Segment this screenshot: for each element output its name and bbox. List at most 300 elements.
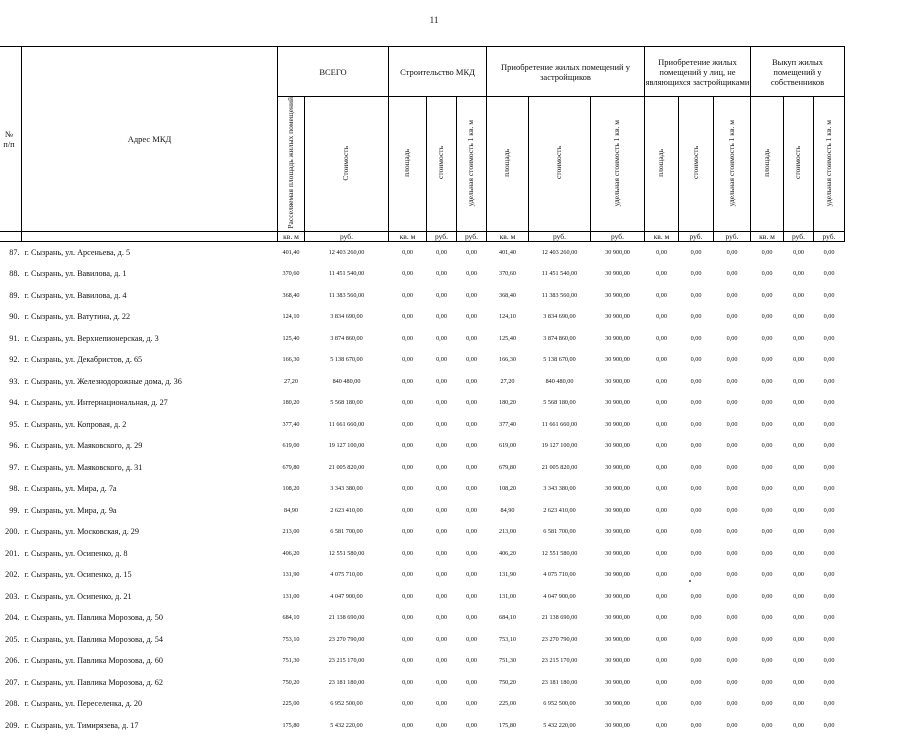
unit-cell: кв. м [278,231,305,241]
value-cell: 0,00 [793,700,804,708]
value-cell: 0,00 [656,657,667,665]
value-cell: 0,00 [466,248,477,256]
value-cell: 0,00 [466,528,477,536]
value-cell: 131,90 [498,571,516,579]
value-cell: 131,00 [498,592,516,600]
value-cell: 84,90 [284,506,298,514]
value-cell: 0,00 [761,356,773,364]
value-cell: 401,40 [282,248,300,256]
address-cell: г. Сызрань, ул. Павлика Морозова, д. 54 [24,634,163,644]
unit-cell: руб. [305,231,389,241]
row-number-cell: 95. [9,419,20,429]
value-cell: 0,00 [656,549,667,557]
value-cell: 0,00 [690,678,702,686]
header-col-unit-cost: удельная стоимость 1 кв. м [714,97,751,232]
value-cell: 0,00 [690,291,702,299]
address-cell: г. Сызрань, ул. Ватутина, д. 22 [24,312,131,322]
value-cell: 0,00 [436,270,447,278]
value-cell: 0,00 [761,657,773,665]
address-cell: г. Сызрань, ул. Осипенко, д. 21 [24,591,132,601]
table-row [0,435,845,457]
row-number-cell: 205. [5,634,20,644]
value-cell: 0,00 [402,313,413,321]
value-cell: 0,00 [466,291,477,299]
value-cell: 175,80 [282,721,300,729]
value-cell: 0,00 [402,334,413,342]
value-cell: 0,00 [402,399,413,407]
table-row [0,500,845,522]
row-number-cell: 203. [5,591,20,601]
value-cell: 370,60 [282,270,300,278]
value-cell: 0,00 [690,420,702,428]
value-cell: 368,40 [498,291,516,299]
address-cell: г. Сызрань, ул. Маяковского, д. 31 [24,462,143,472]
value-cell: 0,00 [466,721,477,729]
value-cell: 0,00 [726,592,738,600]
value-cell: 0,00 [726,571,738,579]
value-cell: 30 900,00 [605,528,630,536]
value-cell: 0,00 [402,721,413,729]
table-row [0,478,845,500]
value-cell: 0,00 [761,420,773,428]
value-cell: 108,20 [498,485,516,493]
value-cell: 0,00 [402,614,413,622]
value-cell: 753,10 [498,635,516,643]
header-col-cost: стоимость [679,97,714,232]
value-cell: 0,00 [793,313,804,321]
header-col-area: площадь [645,97,679,232]
value-cell: 3 343 380,00 [330,485,363,493]
value-cell: 0,00 [402,270,413,278]
value-cell: 124,10 [498,313,516,321]
value-cell: 0,00 [793,571,804,579]
value-cell: 21 138 690,00 [541,614,578,622]
value-cell: 0,00 [436,678,447,686]
table-row [0,521,845,543]
value-cell: 3 834 690,00 [543,313,576,321]
value-cell: 0,00 [436,463,447,471]
row-number-cell: 97. [9,462,20,472]
address-cell: г. Сызрань, ул. Декабристов, д. 65 [24,355,143,365]
value-cell: 0,00 [402,549,413,557]
value-cell: 180,20 [282,399,300,407]
value-cell: 0,00 [466,657,477,665]
value-cell: 0,00 [726,442,738,450]
value-cell: 377,40 [498,420,516,428]
value-cell: 0,00 [656,592,667,600]
value-cell: 0,00 [726,463,738,471]
value-cell: 0,00 [436,442,447,450]
value-cell: 370,60 [498,270,516,278]
value-cell: 0,00 [466,614,477,622]
value-cell: 12 403 260,00 [328,248,365,256]
value-cell: 0,00 [402,463,413,471]
value-cell: 5 138 670,00 [330,356,363,364]
value-cell: 0,00 [690,571,702,579]
value-cell: 0,00 [726,485,738,493]
value-cell: 5 568 180,00 [330,399,363,407]
row-number-cell: 99. [9,505,20,515]
row-number-cell: 208. [5,699,20,709]
value-cell: 5 568 180,00 [543,399,576,407]
row-number-cell: 94. [9,398,20,408]
row-number-cell: 96. [9,441,20,451]
value-cell: 751,30 [282,657,300,665]
value-cell: 0,00 [656,571,667,579]
value-cell: 0,00 [656,313,667,321]
value-cell: 6 952 500,00 [330,700,363,708]
address-cell: г. Сызрань, ул. Павлика Морозова, д. 50 [24,613,163,623]
table-row [0,650,845,672]
value-cell: 131,00 [282,592,300,600]
value-cell: 0,00 [402,700,413,708]
value-cell: 750,20 [498,678,516,686]
value-cell: 0,00 [761,485,773,493]
value-cell: 23 215 170,00 [328,657,365,665]
value-cell: 0,00 [436,334,447,342]
value-cell: 0,00 [761,635,773,643]
value-cell: 0,00 [466,506,477,514]
value-cell: 0,00 [656,635,667,643]
value-cell: 5 432 220,00 [543,721,576,729]
row-number-cell: 204. [5,613,20,623]
value-cell: 406,20 [282,549,300,557]
value-cell: 6 581 700,00 [543,528,576,536]
address-cell: г. Сызрань, ул. Переселенка, д. 20 [24,699,143,709]
value-cell: 0,00 [726,506,738,514]
value-cell: 0,00 [466,549,477,557]
value-cell: 0,00 [466,635,477,643]
value-cell: 23 181 180,00 [328,678,365,686]
value-cell: 0,00 [761,506,773,514]
scan-speck [689,580,691,582]
value-cell: 3 834 690,00 [330,313,363,321]
value-cell: 0,00 [823,549,835,557]
value-cell: 0,00 [690,463,702,471]
value-cell: 180,20 [498,399,516,407]
value-cell: 0,00 [761,442,773,450]
value-cell: 0,00 [436,399,447,407]
value-cell: 30 900,00 [605,485,630,493]
value-cell: 0,00 [466,334,477,342]
value-cell: 0,00 [402,592,413,600]
value-cell: 0,00 [436,571,447,579]
value-cell: 0,00 [436,614,447,622]
value-cell: 406,20 [498,549,516,557]
value-cell: 30 900,00 [605,721,630,729]
address-cell: г. Сызрань, ул. Вавилова, д. 1 [24,269,127,279]
value-cell: 27,20 [500,377,515,385]
value-cell: 0,00 [402,657,413,665]
value-cell: 0,00 [436,506,447,514]
table-row [0,414,845,436]
row-number-cell: 98. [9,484,20,494]
value-cell: 0,00 [656,721,667,729]
value-cell: 0,00 [793,420,804,428]
value-cell: 30 900,00 [605,377,630,385]
value-cell: 0,00 [656,442,667,450]
value-cell: 0,00 [466,270,477,278]
value-cell: 0,00 [761,528,773,536]
value-cell: 125,40 [282,334,300,342]
unit-cell-empty [22,231,278,241]
value-cell: 0,00 [466,356,477,364]
value-cell: 0,00 [761,592,773,600]
header-col-area: площадь [751,97,784,232]
header-col-area: площадь [487,97,529,232]
value-cell: 679,80 [498,463,516,471]
value-cell: 0,00 [436,592,447,600]
value-cell: 619,00 [498,442,516,450]
value-cell: 0,00 [823,313,835,321]
unit-cell: руб. [784,231,814,241]
unit-cell: руб. [591,231,645,241]
value-cell: 0,00 [402,635,413,643]
header-col-cost: стоимость [784,97,814,232]
value-cell: 30 900,00 [605,442,630,450]
value-cell: 30 900,00 [605,399,630,407]
value-cell: 4 075 710,00 [543,571,576,579]
value-cell: 0,00 [690,614,702,622]
value-cell: 0,00 [466,700,477,708]
value-cell: 0,00 [761,721,773,729]
value-cell: 0,00 [690,528,702,536]
value-cell: 0,00 [436,721,447,729]
unit-cell: кв. м [645,231,679,241]
value-cell: 0,00 [793,463,804,471]
value-cell: 19 127 100,00 [328,442,365,450]
table-row [0,564,845,586]
value-cell: 0,00 [402,442,413,450]
value-cell: 0,00 [690,377,702,385]
value-cell: 0,00 [761,571,773,579]
value-cell: 0,00 [656,700,667,708]
unit-cell: кв. м [389,231,427,241]
value-cell: 0,00 [402,291,413,299]
value-cell: 0,00 [690,313,702,321]
address-cell: г. Сызрань, ул. Верхнепионерская, д. 3 [24,333,159,343]
unit-cell: руб. [679,231,714,241]
value-cell: 0,00 [436,549,447,557]
value-cell: 30 900,00 [605,614,630,622]
value-cell: 0,00 [823,248,835,256]
value-cell: 23 270 790,00 [541,635,578,643]
header-col-unit-cost: удельная стоимость 1 кв. м [814,97,845,232]
value-cell: 19 127 100,00 [541,442,578,450]
value-cell: 840 480,00 [545,377,574,385]
value-cell: 30 900,00 [605,270,630,278]
value-cell: 840 480,00 [332,377,361,385]
value-cell: 0,00 [690,270,702,278]
value-cell: 0,00 [761,291,773,299]
value-cell: 0,00 [726,248,738,256]
header-col-cost: стоимость [529,97,591,232]
value-cell: 0,00 [793,356,804,364]
value-cell: 11 661 660,00 [541,420,578,428]
value-cell: 0,00 [793,377,804,385]
value-cell: 0,00 [726,635,738,643]
value-cell: 0,00 [656,614,667,622]
value-cell: 0,00 [436,485,447,493]
value-cell: 84,90 [500,506,515,514]
value-cell: 0,00 [436,700,447,708]
value-cell: 23 215 170,00 [541,657,578,665]
header-col-unit-cost: удельная стоимость 1 кв. м [591,97,645,232]
table-row [0,672,845,694]
address-cell: г. Сызрань, ул. Копровая, д. 2 [24,419,127,429]
value-cell: 0,00 [823,700,835,708]
value-cell: 0,00 [466,313,477,321]
value-cell: 30 900,00 [605,571,630,579]
value-cell: 0,00 [761,270,773,278]
address-cell: г. Сызрань, ул. Павлика Морозова, д. 62 [24,677,163,687]
value-cell: 131,90 [282,571,300,579]
value-cell: 0,00 [466,420,477,428]
header-col-area: площадь [389,97,427,232]
row-number-cell: 91. [9,333,20,343]
header-group-construction: Строительство МКД [389,47,487,97]
value-cell: 0,00 [402,678,413,686]
value-cell: 0,00 [761,463,773,471]
value-cell: 0,00 [726,334,738,342]
value-cell: 0,00 [823,678,835,686]
value-cell: 175,80 [498,721,516,729]
value-cell: 0,00 [726,420,738,428]
value-cell: 124,10 [282,313,300,321]
table-row [0,263,845,285]
value-cell: 679,80 [282,463,300,471]
value-cell: 4 047 900,00 [543,592,576,600]
resettlement-table [0,46,845,736]
value-cell: 0,00 [690,506,702,514]
value-cell: 751,30 [498,657,516,665]
value-cell: 30 900,00 [605,592,630,600]
unit-cell: руб. [814,231,845,241]
table-row [0,715,845,736]
address-cell: г. Сызрань, ул. Железнодорожные дома, д. 36 [24,376,182,386]
value-cell: 0,00 [466,399,477,407]
value-cell: 0,00 [690,356,702,364]
value-cell: 368,40 [282,291,300,299]
value-cell: 0,00 [793,721,804,729]
page-number: 11 [429,15,439,25]
value-cell: 0,00 [823,270,835,278]
value-cell: 0,00 [656,377,667,385]
value-cell: 0,00 [726,399,738,407]
unit-cell: руб. [529,231,591,241]
address-cell: г. Сызрань, ул. Вавилова, д. 4 [24,290,127,300]
value-cell: 0,00 [656,291,667,299]
address-cell: г. Сызрань, ул. Осипенко, д. 8 [24,548,128,558]
value-cell: 0,00 [690,657,702,665]
header-col-cost: стоимость [427,97,457,232]
value-cell: 12 551 580,00 [541,549,578,557]
value-cell: 4 075 710,00 [330,571,363,579]
value-cell: 0,00 [761,700,773,708]
value-cell: 0,00 [793,528,804,536]
value-cell: 0,00 [823,528,835,536]
value-cell: 0,00 [466,678,477,686]
value-cell: 0,00 [690,700,702,708]
row-number-cell: 92. [9,355,20,365]
value-cell: 0,00 [823,377,835,385]
value-cell: 0,00 [793,485,804,493]
table-row [0,586,845,608]
value-cell: 0,00 [690,485,702,493]
unit-cell: руб. [427,231,457,241]
value-cell: 0,00 [690,549,702,557]
value-cell: 0,00 [793,399,804,407]
value-cell: 21 005 820,00 [328,463,365,471]
row-number-cell: 89. [9,290,20,300]
address-cell: г. Сызрань, ул. Московская, д. 29 [24,527,139,537]
value-cell: 5 432 220,00 [330,721,363,729]
row-number-cell: 90. [9,312,20,322]
value-cell: 108,20 [282,485,300,493]
value-cell: 0,00 [436,313,447,321]
value-cell: 0,00 [690,442,702,450]
value-cell: 0,00 [402,248,413,256]
row-number-cell: 200. [5,527,20,537]
value-cell: 0,00 [793,592,804,600]
value-cell: 11 383 560,00 [541,291,578,299]
value-cell: 0,00 [402,356,413,364]
header-group-buyout: Выкуп жилых помещений у собственников [751,47,845,97]
value-cell: 0,00 [823,356,835,364]
value-cell: 0,00 [690,399,702,407]
table-row [0,693,845,715]
value-cell: 0,00 [402,571,413,579]
table-row [0,306,845,328]
header-col-cost-total: Стоимость [305,97,389,232]
value-cell: 3 874 860,00 [543,334,576,342]
value-cell: 619,00 [282,442,300,450]
value-cell: 225,00 [498,700,516,708]
value-cell: 0,00 [793,248,804,256]
value-cell: 0,00 [793,442,804,450]
value-cell: 12 551 580,00 [328,549,365,557]
value-cell: 0,00 [793,678,804,686]
address-cell: г. Сызрань, ул. Арсеньева, д. 5 [24,247,131,257]
value-cell: 0,00 [656,485,667,493]
value-cell: 4 047 900,00 [330,592,363,600]
value-cell: 684,10 [282,614,300,622]
value-cell: 30 900,00 [605,291,630,299]
value-cell: 0,00 [823,721,835,729]
unit-cell-empty [0,231,22,241]
value-cell: 0,00 [761,334,773,342]
value-cell: 0,00 [793,549,804,557]
value-cell: 0,00 [823,420,835,428]
table-row [0,328,845,350]
value-cell: 213,00 [498,528,516,536]
value-cell: 11 451 540,00 [541,270,578,278]
row-number-cell: 88. [9,269,20,279]
row-number-cell: 201. [5,548,20,558]
row-number-cell: 202. [5,570,20,580]
value-cell: 0,00 [726,377,738,385]
table-row [0,392,845,414]
value-cell: 23 270 790,00 [328,635,365,643]
value-cell: 30 900,00 [605,700,630,708]
value-cell: 30 900,00 [605,635,630,643]
value-cell: 0,00 [436,356,447,364]
value-cell: 225,00 [282,700,300,708]
value-cell: 0,00 [436,635,447,643]
value-cell: 0,00 [793,506,804,514]
value-cell: 0,00 [761,399,773,407]
value-cell: 11 383 560,00 [328,291,365,299]
